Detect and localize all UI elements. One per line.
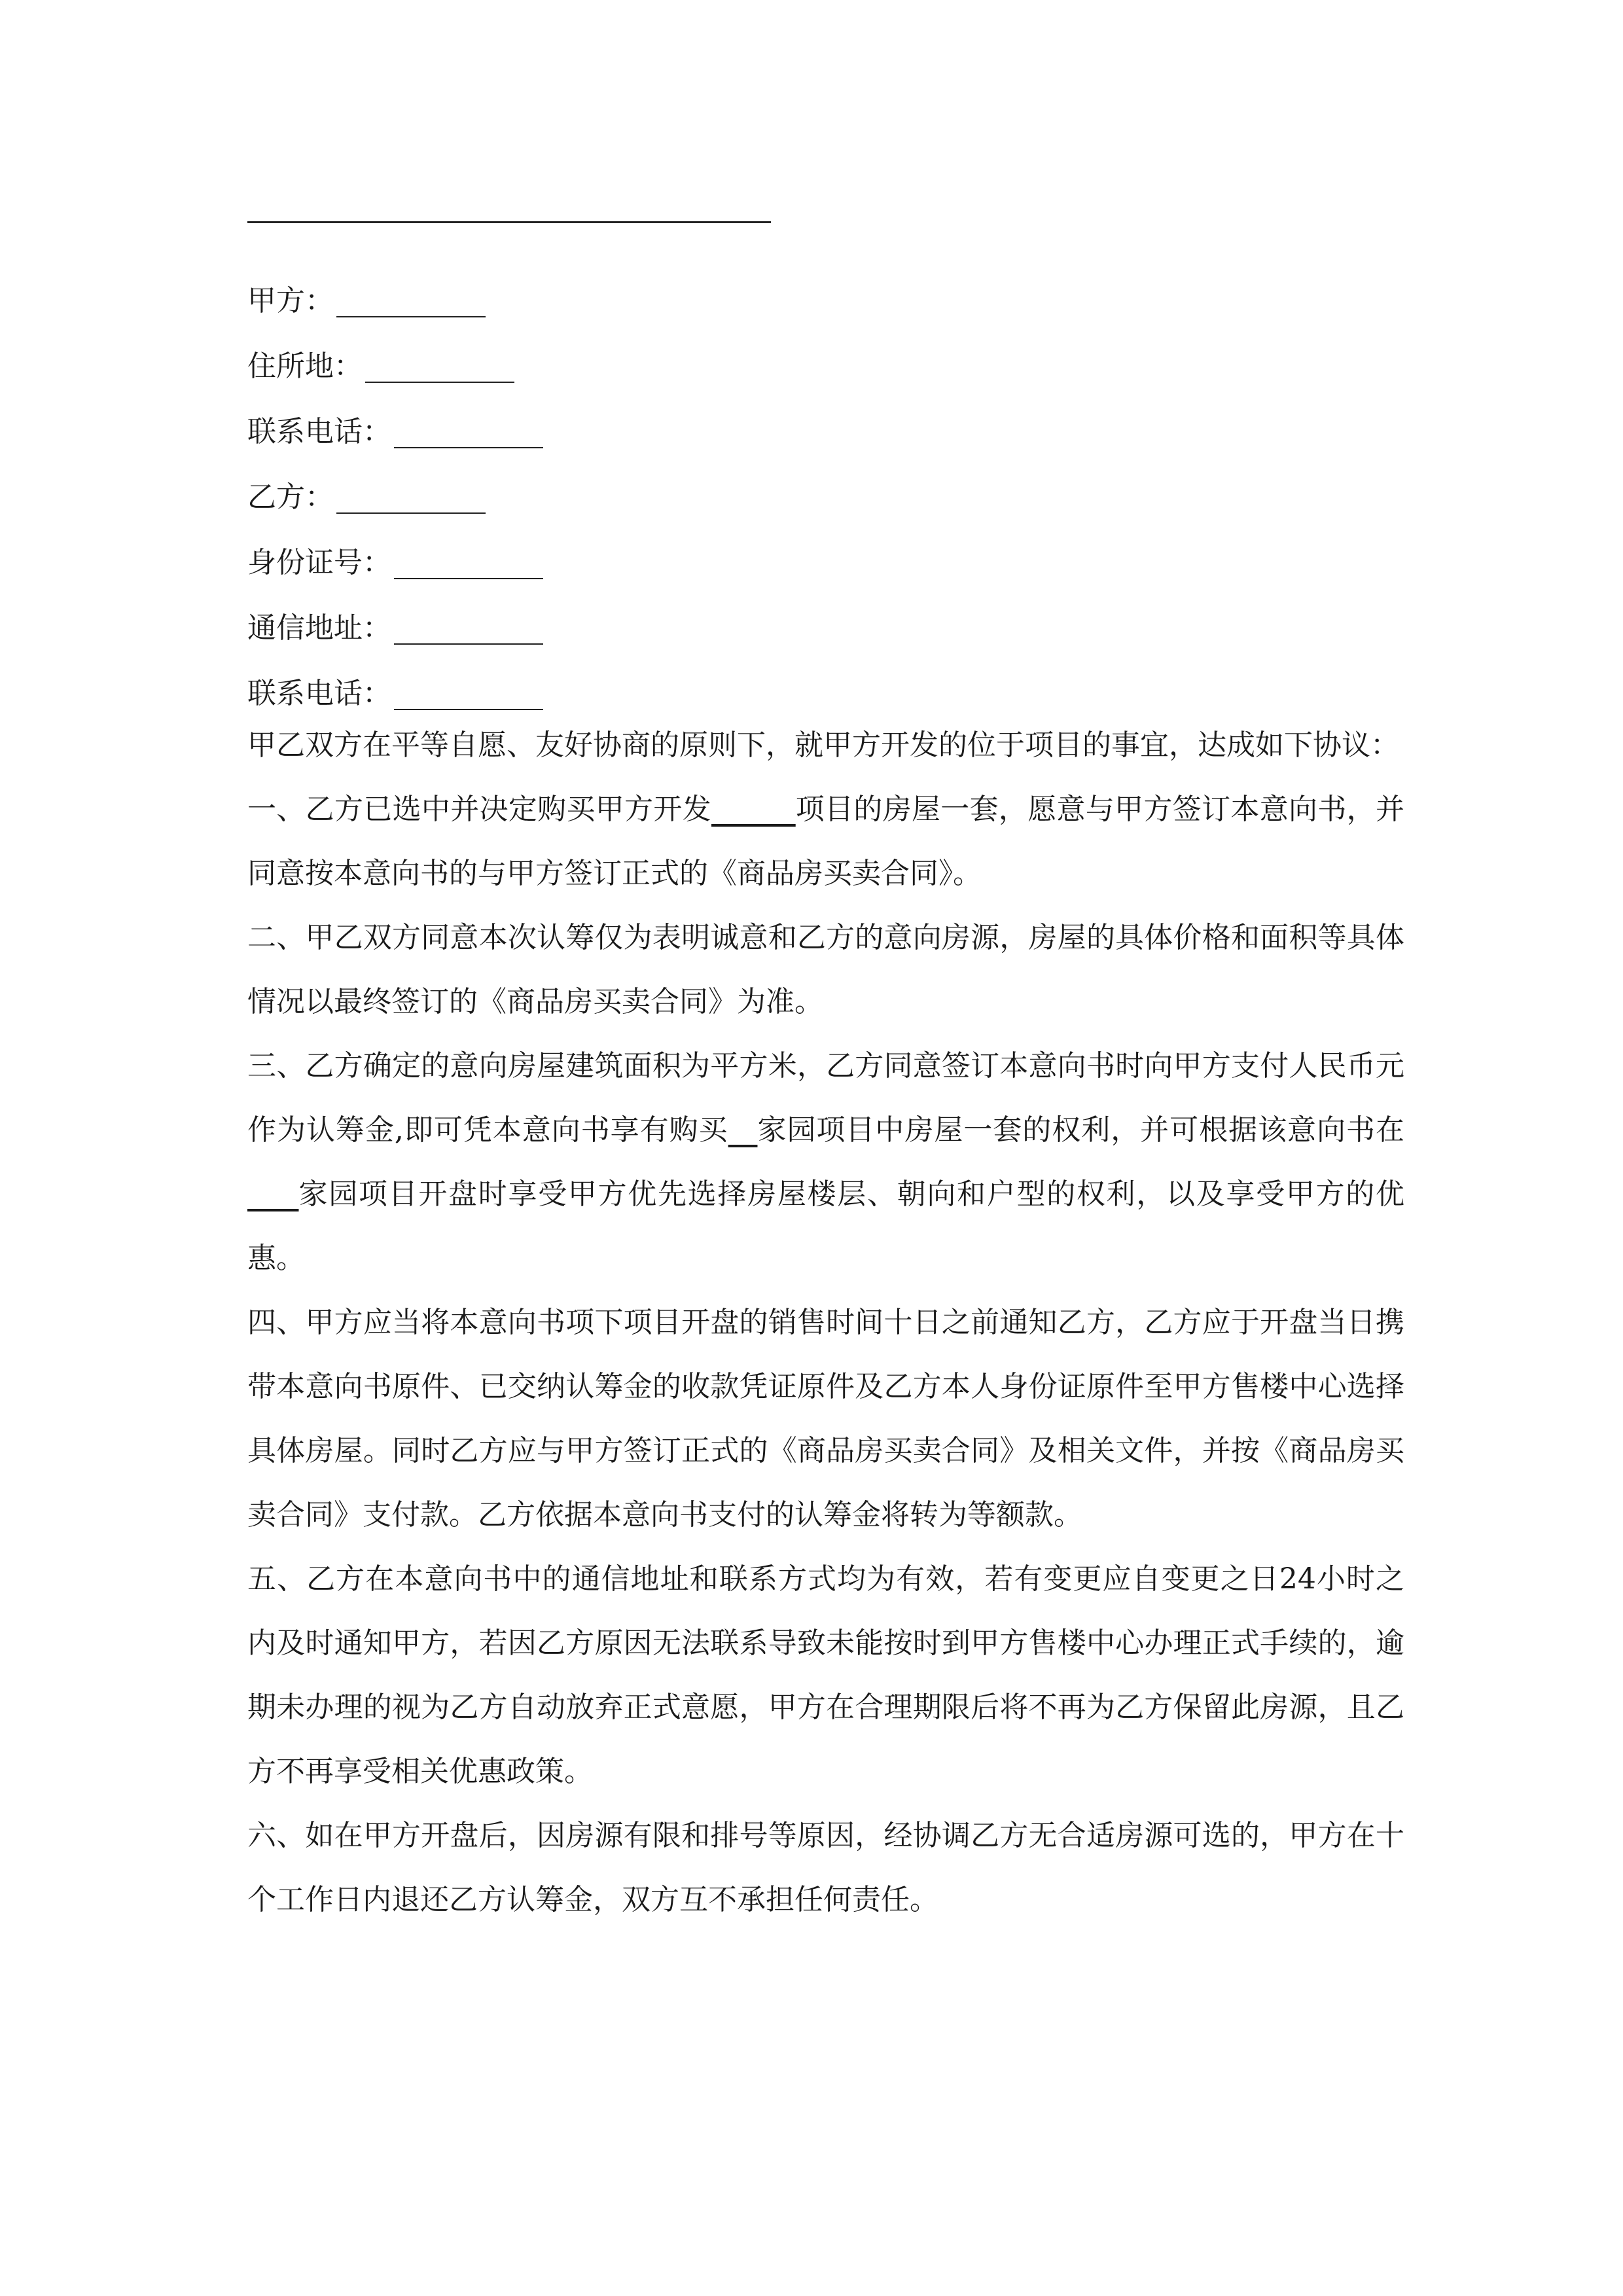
clause-2: 二、甲乙双方同意本次认筹仅为表明诚意和乙方的意向房源，房屋的具体价格和面积等具体情况以最终签订的《商品房买卖合同》为准。	[247, 921, 1404, 1018]
clause-3-text-b: 家园项目中房屋一套的权利，并可根据该意向书在	[757, 1113, 1404, 1147]
party-b-blank[interactable]	[336, 481, 486, 514]
clause-3-text-a: 三、乙方确定的意向房屋建筑面积为平方米，乙方同意签订本意向书时向甲方支付人民币元作为认筹金,即可凭本意向书享有购买	[247, 1049, 1404, 1147]
clause-3-text-c: 家园项目开盘时享受甲方优先选择房屋楼层、朝向和户型的权利，以及享受甲方的优惠。	[247, 1177, 1404, 1275]
clause-5: 五、乙方在本意向书中的通信地址和联系方式均为有效，若有变更应自变更之日24小时之内及时通知甲方，若因乙方原因无法联系导致未能按时到甲方售楼中心办理正式手续的，逾期未办理的视为乙方自动放弃正式意愿，甲方在合理期限后将不再为乙方保留此房源，且乙方不再享受相关优惠政策。	[247, 1562, 1404, 1788]
party-a-phone-blank[interactable]	[394, 416, 543, 448]
clause-1	[247, 778, 1404, 906]
party-a-phone-label: 联系电话：	[247, 415, 391, 448]
party-b-id-field	[247, 530, 1412, 596]
party-b-address-blank[interactable]	[394, 612, 543, 645]
party-a-address-blank[interactable]	[365, 350, 514, 383]
party-b-address-field	[247, 596, 1412, 661]
party-fields	[247, 268, 1412, 726]
clause-1-text-a: 一、乙方已选中并决定购买甲方开发	[247, 793, 712, 826]
party-a-label: 甲方：	[247, 284, 334, 317]
party-b-phone-blank[interactable]	[394, 677, 543, 710]
clause-6: 六、如在甲方开盘后，因房源有限和排号等原因，经协调乙方无合适房源可选的，甲方在十个工作日内退还乙方认筹金，双方互不承担任何责任。	[247, 1819, 1404, 1916]
agreement-body	[247, 713, 1404, 1932]
party-b-phone-label: 联系电话：	[247, 677, 391, 710]
party-a-field	[247, 268, 1412, 334]
clause-1-blank[interactable]	[711, 793, 796, 826]
party-a-phone-field	[247, 399, 1412, 465]
clause-3-blank-1[interactable]	[728, 1113, 758, 1147]
clause-4: 四、甲方应当将本意向书项下项目开盘的销售时间十日之前通知乙方，乙方应于开盘当日携带本意向书原件、已交纳认筹金的收款凭证原件及乙方本人身份证原件至甲方售楼中心选择具体房屋。同时乙方应与甲方签订正式的《商品房买卖合同》及相关文件，并按《商品房买卖合同》支付款。乙方依据本意向书支付的认筹金将转为等额款。	[247, 1306, 1404, 1532]
clause-3	[247, 1034, 1404, 1291]
party-a-address-label: 住所地：	[247, 350, 363, 383]
intro-paragraph: 甲乙双方在平等自愿、友好协商的原则下，就甲方开发的位于项目的事宜，达成如下协议：	[247, 728, 1399, 762]
party-b-label: 乙方：	[247, 480, 334, 514]
party-b-id-label: 身份证号：	[247, 546, 391, 579]
party-a-address-field	[247, 334, 1412, 399]
party-b-id-blank[interactable]	[394, 547, 543, 579]
clause-3-blank-2[interactable]	[247, 1177, 298, 1211]
party-b-address-label: 通信地址：	[247, 611, 391, 645]
top-rule-divider	[247, 221, 771, 223]
clause-1-text-b: 项目的房屋一套，愿意与甲方签订本意向书，并同意按本意向书的与甲方签订正式的《商品房买卖合同》。	[247, 793, 1404, 890]
party-a-blank[interactable]	[336, 285, 486, 317]
party-b-field	[247, 465, 1412, 530]
